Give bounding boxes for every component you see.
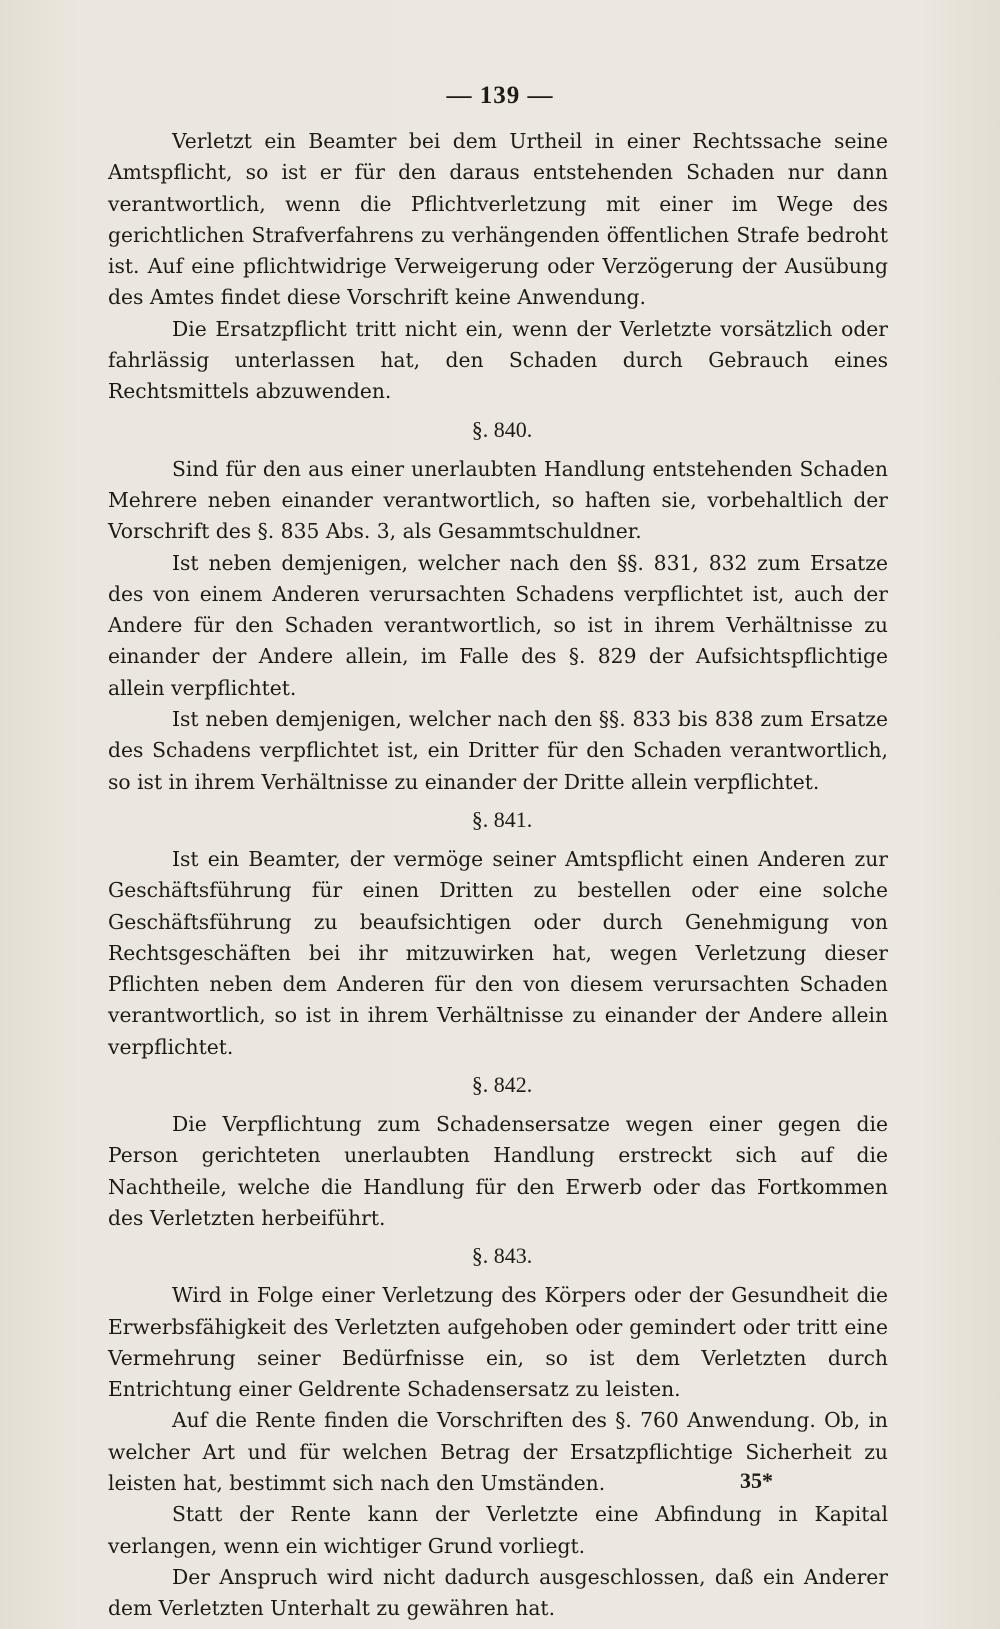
section-heading: §. 842. — [471, 1072, 533, 1098]
paragraph: Verletzt ein Beamter bei dem Urtheil in einer Rechtssache seine Amtspflicht, so ist er für den daraus entstehenden Schaden nur dann verantwortlich, wenn die Pflichtverletzung mit einer im Wege des gerichtlichen Strafverfahrens zu verhängenden öffentlichen Strafe bedroht ist. Auf eine pflichtwidrige Verweigerung oder Verzögerung der Ausübung des Amtes findet diese Vorschrift keine Anwendung. — [108, 129, 888, 310]
paragraph: Die Verpflichtung zum Schadensersatze wegen einer gegen die Person gerichteten unerlaubten Handlung erstreckt sich auf die Nachtheile, welche die Handlung für den Erwerb oder das Fortkommen des Verletzten herbeiführt. — [108, 1112, 888, 1230]
paragraph: Sind für den aus einer unerlaubten Handlung entstehenden Schaden Mehrere neben einander verantwortlich, so haften sie, vorbehaltlich der Vorschrift des §. 835 Abs. 3, als Gesammtschuldner. — [108, 456, 888, 544]
paragraph: Auf die Rente finden die Vorschriften des §. 760 Anwendung. Ob, in welcher Art und für welchen Betrag der Ersatzpflichtige Sicherheit zu leisten hat, bestimmt sich nach den Umständen. — [108, 1408, 888, 1495]
paragraph: Wird in Folge einer Verletzung des Körpers oder der Gesundheit die Erwerbsfähigkeit des Verletzten aufgehoben oder gemindert oder tritt eine Vermehrung seiner Bedürfnisse ein, so ist dem Verletzten durch Entrichtung einer Geldrente Schadensersatz zu leisten. — [108, 1283, 888, 1402]
page-number: — 139 — — [446, 82, 554, 109]
paragraph: Statt der Rente kann der Verletzte eine Abfindung in Kapital verlangen, wenn ein wichtiger Grund vorliegt. — [108, 1502, 888, 1558]
paragraph: Ist ein Beamter, der vermöge seiner Amtspflicht einen Anderen zur Geschäftsführung für einen Dritten zu bestellen oder eine solche Geschäftsführung zu beaufsichtigen oder durch Genehmigung von Rechtsgeschäften bei ihr mitzuwirken hat, wegen Verletzung dieser Pflichten neben dem Anderen für den von diesem verursachten Schaden verantwortlich, so ist in ihrem Verhältnisse zu einander der Andere allein verpflichtet. — [108, 846, 888, 1059]
section-heading: §. 840. — [471, 416, 533, 442]
printer-signature-mark: 35* — [740, 1468, 773, 1493]
paragraph: Ist neben demjenigen, welcher nach den §§. 831, 832 zum Ersatze des von einem Anderen verursachten Schadens verpflichtet ist, auch der Andere für den Schaden verantwortlich, so ist in ihrem Verhältnisse zu einander der Andere allein, im Falle des §. 829 der Aufsichtspflichtige allein verpflichtet. — [108, 550, 888, 700]
section-heading: §. 843. — [471, 1243, 533, 1269]
section-heading: §. 841. — [471, 806, 533, 832]
paragraph: Ist neben demjenigen, welcher nach den §§. 833 bis 838 zum Ersatze des Schadens verpflichtet ist, ein Dritter für den Schaden verantwortlich, so ist in ihrem Verhältnisse zu einander der Dritte allein verpflichtet. — [108, 707, 888, 794]
page-body — [108, 126, 888, 1624]
paragraph: Die Ersatzpflicht tritt nicht ein, wenn der Verletzte vorsätzlich oder fahrlässig unterlassen hat, den Schaden durch Gebrauch eines Rechtsmittels abzuwenden. — [108, 316, 888, 404]
paragraph: Der Anspruch wird nicht dadurch ausgeschlossen, daß ein Anderer dem Verletzten Unterhalt zu gewähren hat. — [108, 1564, 888, 1621]
